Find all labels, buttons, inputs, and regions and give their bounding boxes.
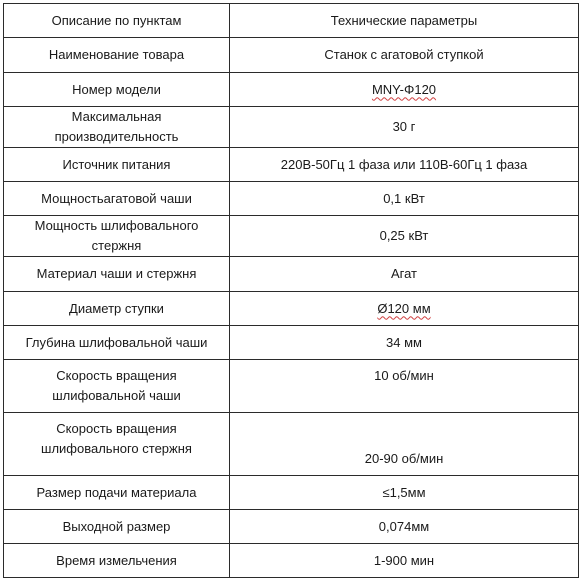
row-label: Мощностьагатовой чаши <box>4 182 230 216</box>
table-row <box>4 148 579 182</box>
row-label: Номер модели <box>4 73 230 107</box>
table-header-row <box>4 4 579 38</box>
row-value: 1-900 мин <box>230 544 579 578</box>
table-row <box>4 107 579 148</box>
row-value: Станок с агатовой ступкой <box>230 38 579 73</box>
row-value: 34 мм <box>230 326 579 360</box>
table-row <box>4 292 579 326</box>
row-label: Диаметр ступки <box>4 292 230 326</box>
row-label: Глубина шлифовальной чаши <box>4 326 230 360</box>
model-number-value: MNY-Φ120 <box>371 81 437 97</box>
table-row <box>4 413 579 476</box>
row-value: 20-90 об/мин <box>230 413 579 476</box>
row-label: Мощность шлифовального стержня <box>4 216 230 257</box>
row-label: Размер подачи материала <box>4 476 230 510</box>
table-row <box>4 38 579 73</box>
row-label: Скорость вращения шлифовального стержня <box>4 413 230 476</box>
table-row <box>4 182 579 216</box>
row-value: 0,1 кВт <box>230 182 579 216</box>
row-value: Агат <box>230 257 579 292</box>
row-value: 220В-50Гц 1 фаза или 110В-60Гц 1 фаза <box>230 148 579 182</box>
header-parameters: Технические параметры <box>230 4 579 38</box>
row-value <box>230 292 579 326</box>
spec-table <box>3 3 579 578</box>
row-value: 30 г <box>230 107 579 148</box>
row-value: 0,074мм <box>230 510 579 544</box>
table-row <box>4 326 579 360</box>
row-label: Время измельчения <box>4 544 230 578</box>
row-value <box>230 73 579 107</box>
header-description: Описание по пунктам <box>4 4 230 38</box>
row-value: ≤1,5мм <box>230 476 579 510</box>
row-label: Наименование товара <box>4 38 230 73</box>
diameter-value: Ø120 мм <box>377 300 431 316</box>
row-label: Источник питания <box>4 148 230 182</box>
table-row <box>4 476 579 510</box>
row-label: Материал чаши и стержня <box>4 257 230 292</box>
row-value: 10 об/мин <box>230 360 579 413</box>
row-value: 0,25 кВт <box>230 216 579 257</box>
row-label: Максимальная производительность <box>4 107 230 148</box>
row-label: Скорость вращения шлифовальной чаши <box>4 360 230 413</box>
table-row <box>4 73 579 107</box>
table-row <box>4 544 579 578</box>
table-row <box>4 257 579 292</box>
row-label: Выходной размер <box>4 510 230 544</box>
table-row <box>4 216 579 257</box>
table-row <box>4 360 579 413</box>
table-row <box>4 510 579 544</box>
